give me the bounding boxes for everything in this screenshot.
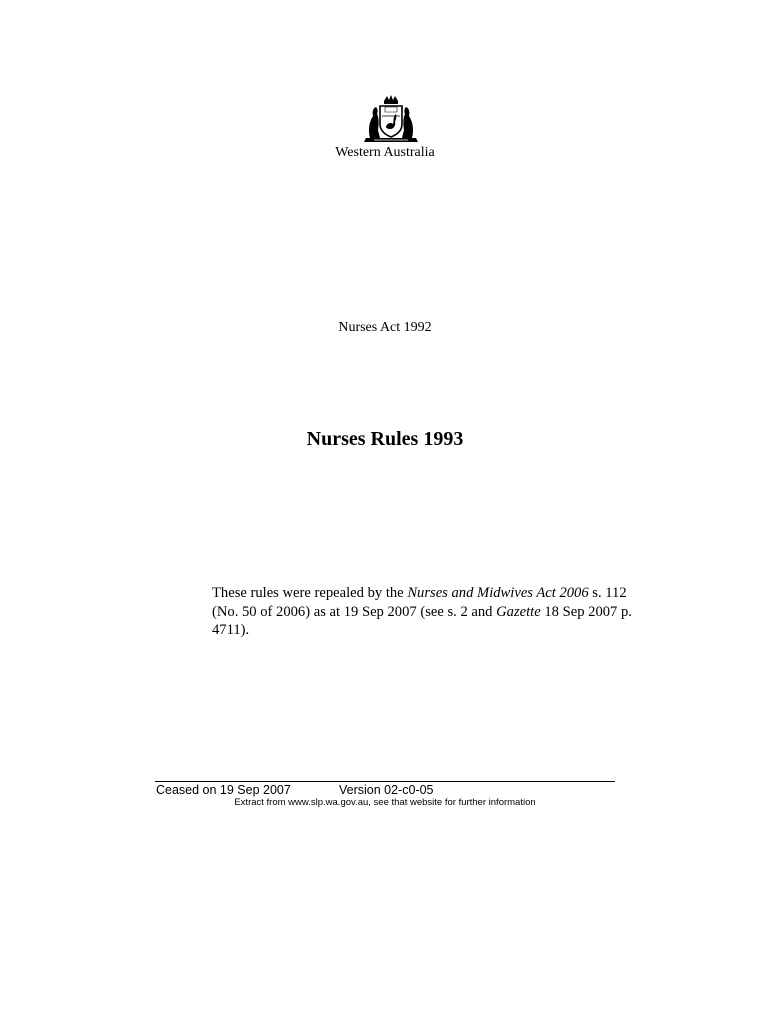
repeal-note-text: These rules were repealed by the — [212, 585, 408, 601]
page-title: Nurses Rules 1993 — [306, 428, 464, 450]
repeal-note-text: s. 112 (No. 50 of 2006) as at 19 Sep 2007 (see s. 2 and — [212, 585, 627, 620]
repealing-act-name: Nurses and Midwives Act 2006 — [407, 585, 589, 601]
extract-notice: Extract from www.slp.wa.gov.au, see that website for further information — [234, 797, 536, 808]
jurisdiction-name: Western Australia — [335, 145, 435, 160]
repeal-note-text: 18 Sep 2007 p. 4711). — [212, 603, 632, 638]
version-label: Version 02-c0-05 — [339, 783, 434, 797]
ceased-date: Ceased on 19 Sep 2007 — [156, 783, 291, 797]
act-name: Nurses Act 1992 — [338, 320, 432, 335]
repeal-note — [212, 584, 632, 640]
coat-of-arms-icon — [360, 94, 422, 144]
footer-divider — [155, 781, 615, 782]
gazette-label: Gazette — [496, 603, 541, 620]
